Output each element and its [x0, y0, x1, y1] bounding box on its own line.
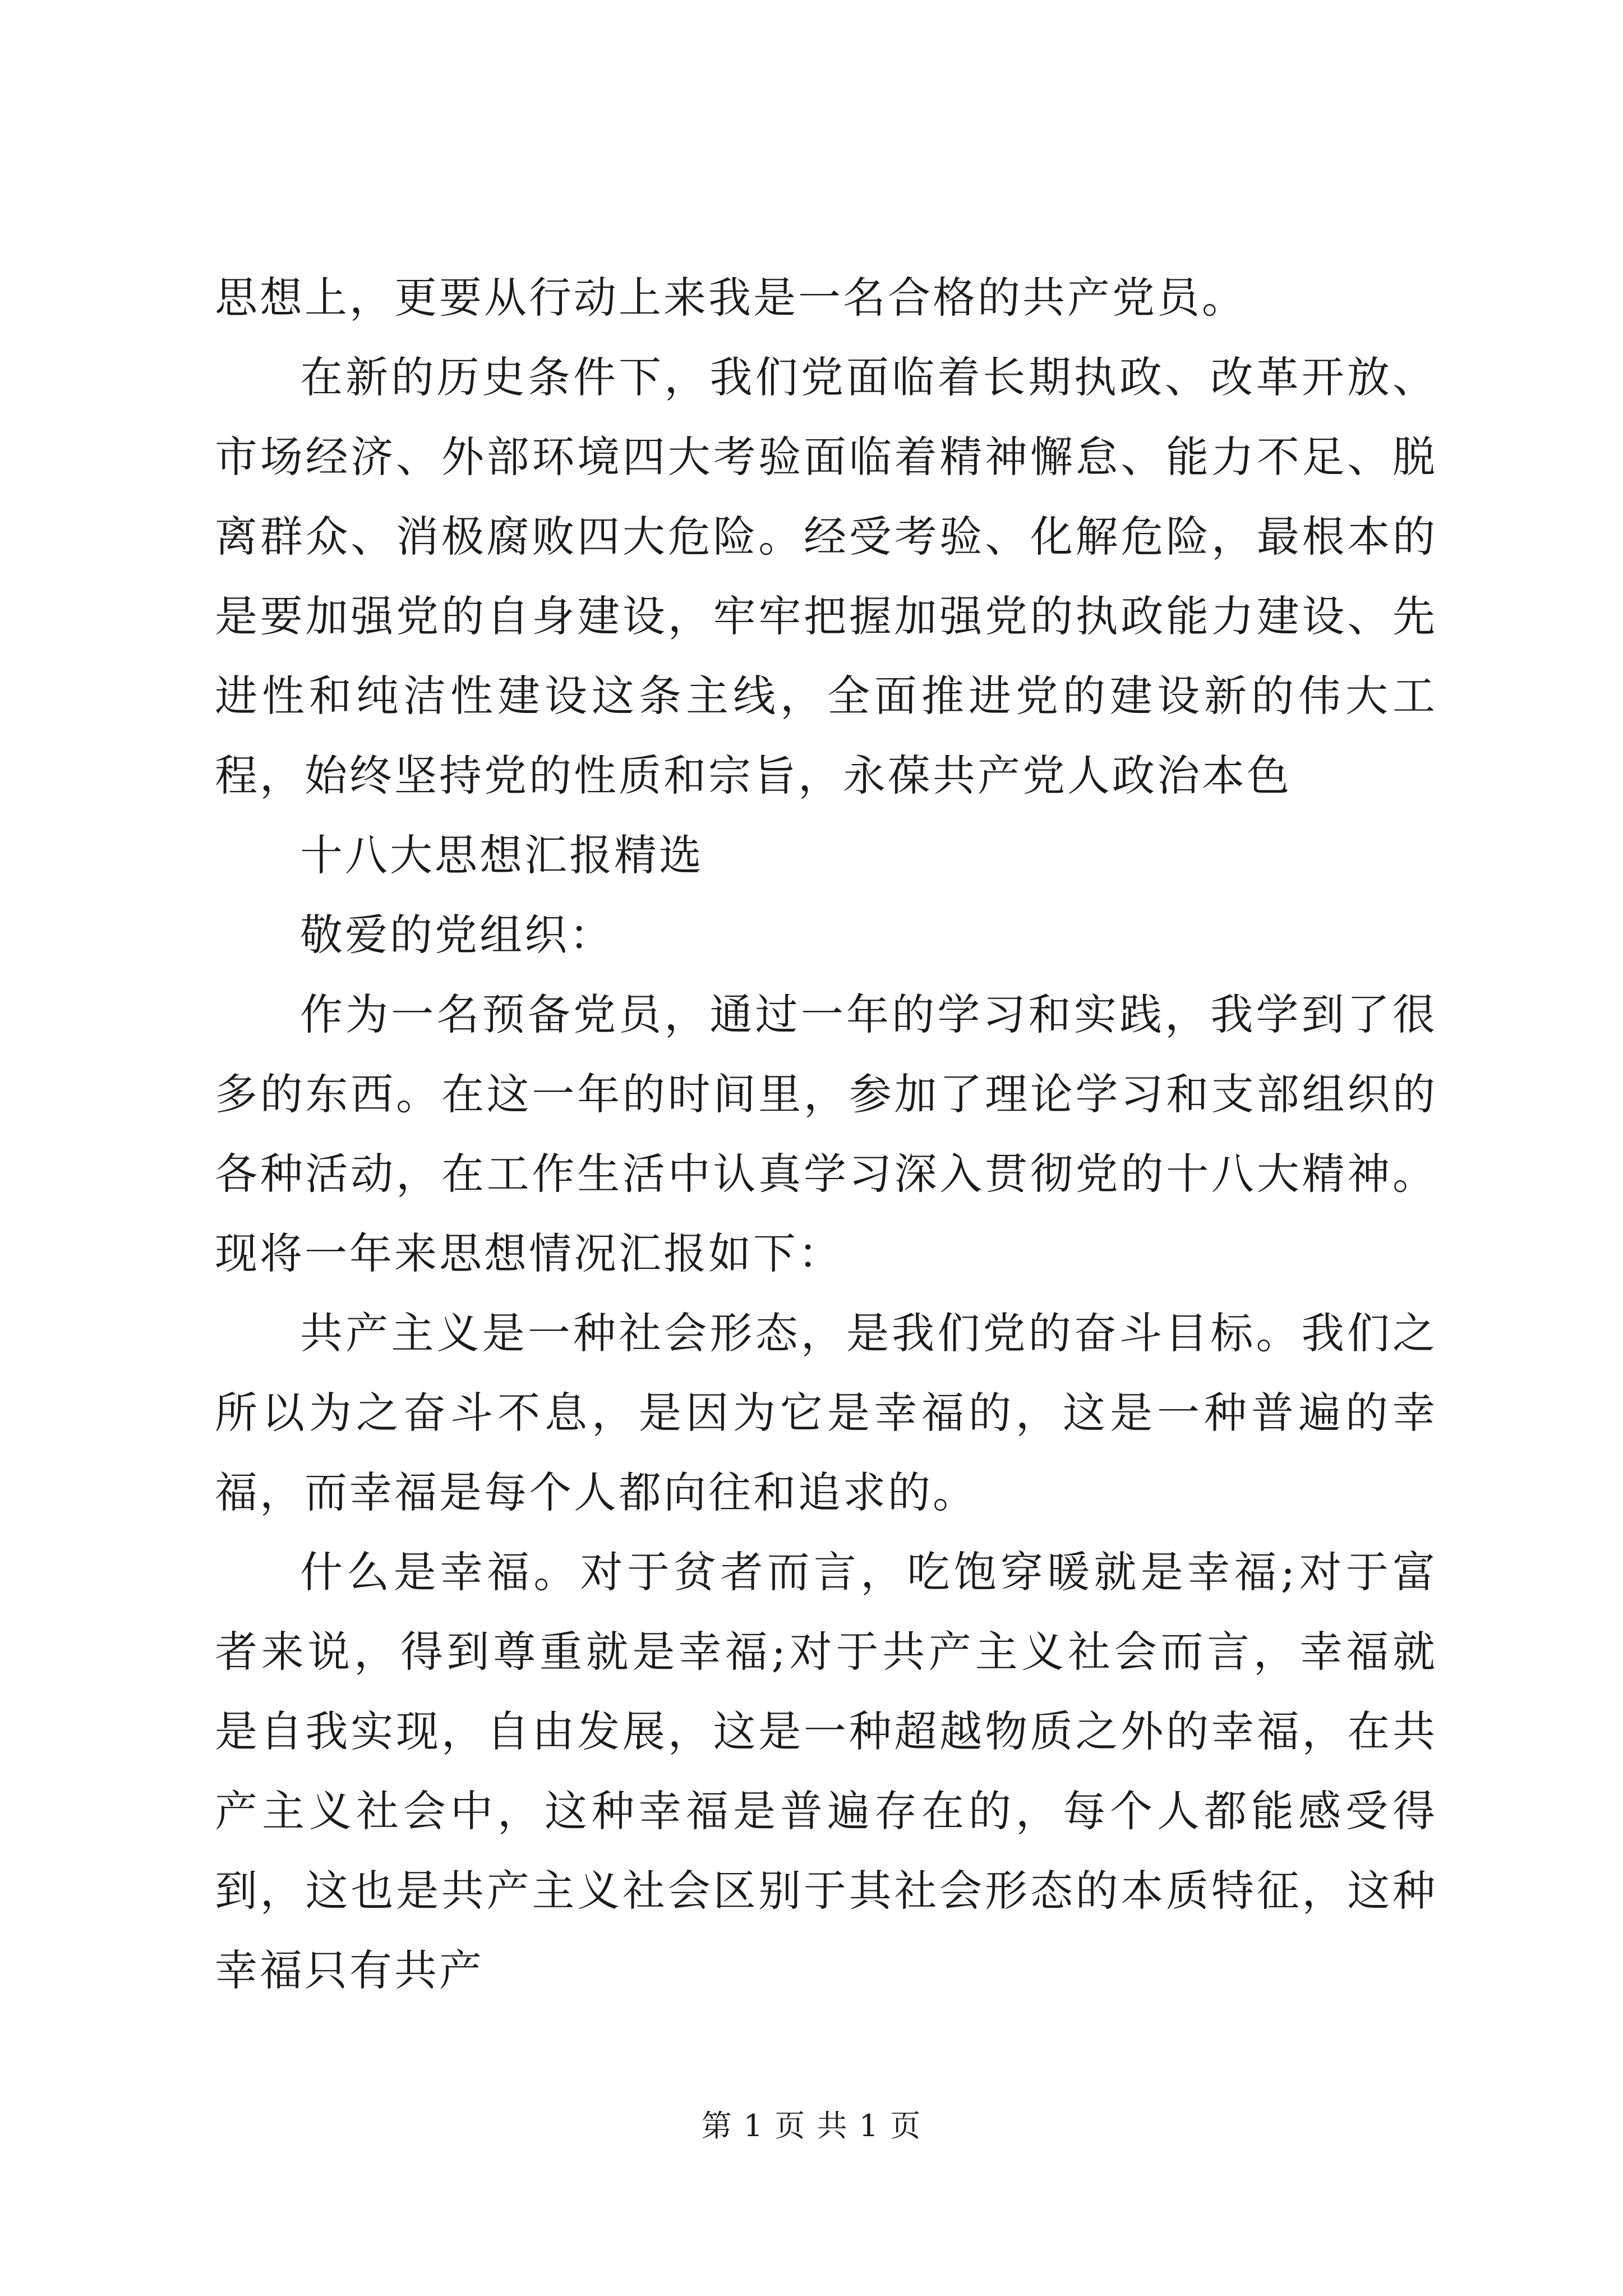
salutation: 敬爱的党组织： [300, 910, 614, 960]
page-footer: 第 1 页 共 1 页 [701, 2108, 922, 2143]
document-body [215, 258, 1437, 2010]
report-title: 十八大思想汇报精选 [300, 830, 704, 880]
paragraph-happiness: 什么是幸福。对于贫者而言，吃饱穿暖就是幸福;对于富者来说，得到尊重就是幸福;对于共产主义社会而言，幸福就是自我实现，自由发展，这是一种超越物质之外的幸福，在共产主义社会中，这种幸福是普遍存在的，每个人都能感受得到，这也是共产主义社会区别于其社会形态的本质特征，这种幸福只有共产 [215, 1547, 1437, 1995]
paragraph-party-tests: 在新的历史条件下，我们党面临着长期执政、改革开放、市场经济、外部环境四大考验面临着精神懈怠、能力不足、脱离群众、消极腐败四大危险。经受考验、化解危险，最根本的是要加强党的自身建设，牢牢把握加强党的执政能力建设、先进性和纯洁性建设这条主线，全面推进党的建设新的伟大工程，始终坚持党的性质和宗旨，永葆共产党人政治本色 [215, 352, 1437, 800]
paragraph-continuation: 思想上，更要从行动上来我是一名合格的共产党员。 [215, 273, 1247, 323]
paragraph-communism: 共产主义是一种社会形态，是我们党的奋斗目标。我们之所以为之奋斗不息，是因为它是幸福的，这是一种普遍的幸福，而幸福是每个人都向往和追求的。 [215, 1308, 1437, 1517]
paragraph-intro: 作为一名预备党员，通过一年的学习和实践，我学到了很多的东西。在这一年的时间里，参加了理论学习和支部组织的各种活动，在工作生活中认真学习深入贯彻党的十八大精神。现将一年来思想情况汇报如下： [215, 990, 1437, 1278]
